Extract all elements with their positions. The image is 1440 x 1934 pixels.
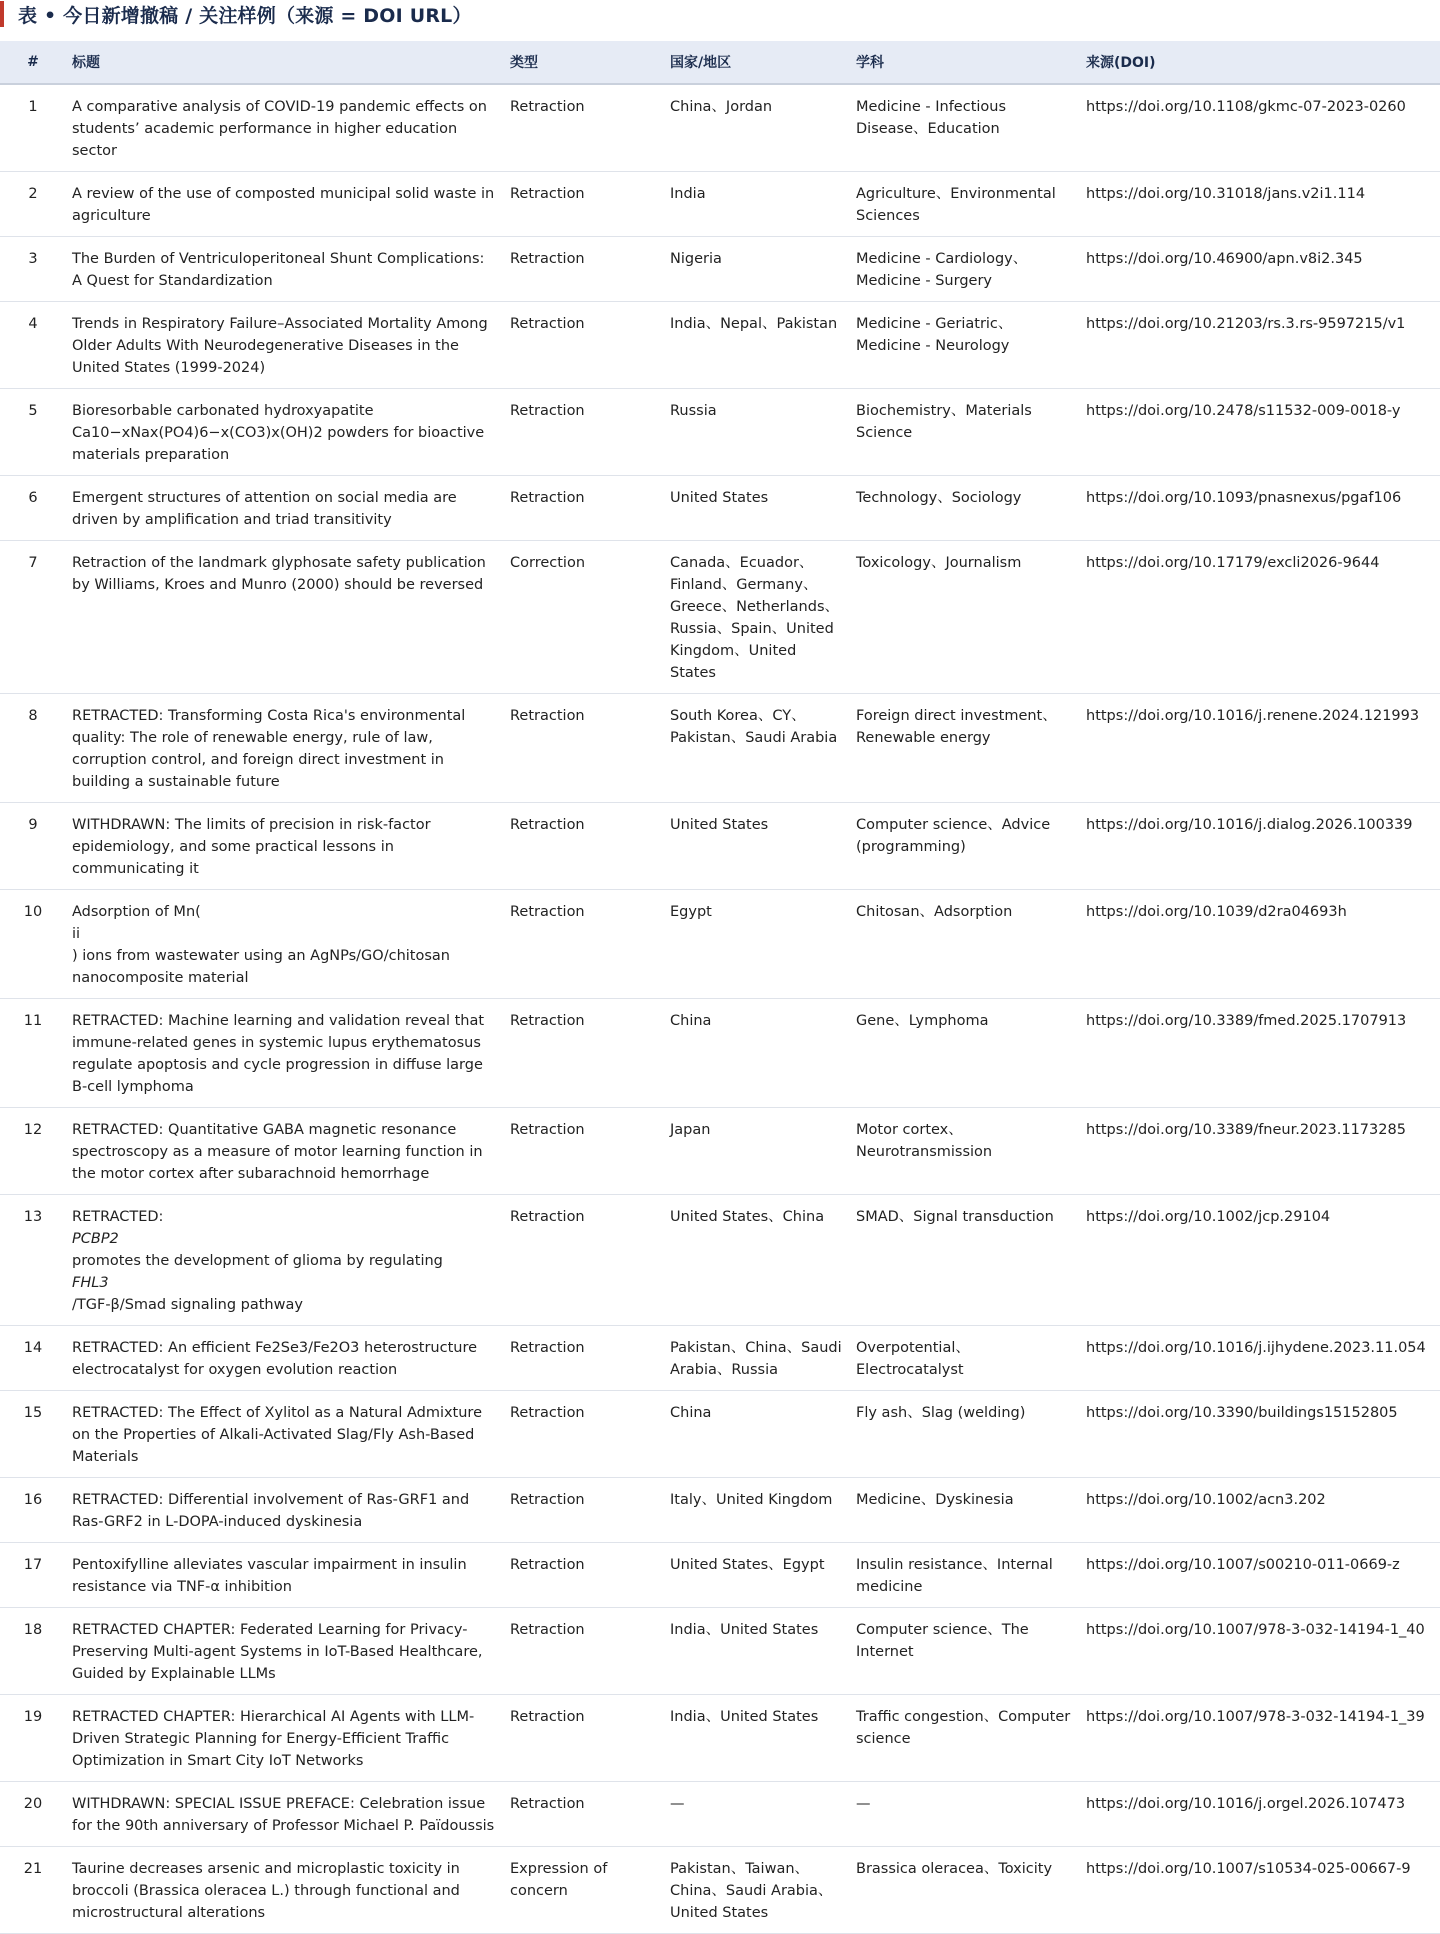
row-type: Retraction: [504, 803, 664, 890]
row-title: [66, 1195, 504, 1326]
row-doi-link[interactable]: https://doi.org/10.1016/j.renene.2024.121993: [1080, 694, 1440, 803]
table-row: [0, 476, 1440, 541]
row-subject: Motor cortex、Neurotransmission: [850, 1108, 1080, 1195]
row-number: 11: [0, 999, 66, 1108]
row-number: 8: [0, 694, 66, 803]
row-subject: Brassica oleracea、Toxicity: [850, 1847, 1080, 1934]
page-title: 表 • 今日新增撤稿 / 关注样例（来源 = DOI URL）: [18, 4, 472, 27]
row-country: Pakistan、Taiwan、China、Saudi Arabia、United States: [664, 1847, 850, 1934]
table-row: [0, 1478, 1440, 1543]
row-title: Bioresorbable carbonated hydroxyapatite Ca10−xNax(PO4)6−x(CO3)x(OH)2 powders for bioactive materials preparation: [66, 389, 504, 476]
column-header-num: #: [0, 41, 66, 84]
table-row: [0, 1695, 1440, 1782]
row-doi-link[interactable]: https://doi.org/10.1002/jcp.29104: [1080, 1195, 1440, 1326]
row-subject: Technology、Sociology: [850, 476, 1080, 541]
row-number: 15: [0, 1391, 66, 1478]
row-subject: Traffic congestion、Computer science: [850, 1695, 1080, 1782]
row-doi-link[interactable]: https://doi.org/10.1016/j.orgel.2026.107473: [1080, 1782, 1440, 1847]
row-subject: Toxicology、Journalism: [850, 541, 1080, 694]
row-subject: Fly ash、Slag (welding): [850, 1391, 1080, 1478]
row-type: Retraction: [504, 1782, 664, 1847]
row-title: Trends in Respiratory Failure–Associated Mortality Among Older Adults With Neurodegenerative Diseases in the United States (1999-2024): [66, 302, 504, 389]
row-title: RETRACTED: Machine learning and validation reveal that immune-related genes in systemic lupus erythematosus regulate apoptosis and cycle progression in diffuse large B-cell lymphoma: [66, 999, 504, 1108]
column-header-source-doi: 来源(DOI): [1080, 41, 1440, 84]
column-header-subject: 学科: [850, 41, 1080, 84]
row-type: Retraction: [504, 172, 664, 237]
row-country: India、Nepal、Pakistan: [664, 302, 850, 389]
row-country: —: [664, 1782, 850, 1847]
row-country: Italy、United Kingdom: [664, 1478, 850, 1543]
row-number: 16: [0, 1478, 66, 1543]
row-title: RETRACTED CHAPTER: Federated Learning for Privacy-Preserving Multi-agent Systems in IoT-Based Healthcare, Guided by Explainable LLMs: [66, 1608, 504, 1695]
row-title: Emergent structures of attention on social media are driven by amplification and triad transitivity: [66, 476, 504, 541]
table-row: [0, 389, 1440, 476]
row-country: Pakistan、China、Saudi Arabia、Russia: [664, 1326, 850, 1391]
row-doi-link[interactable]: https://doi.org/10.2478/s11532-009-0018-y: [1080, 389, 1440, 476]
row-title: Retraction of the landmark glyphosate safety publication by Williams, Kroes and Munro (2000) should be reversed: [66, 541, 504, 694]
row-number: 5: [0, 389, 66, 476]
title-accent-mark: [0, 1, 4, 27]
row-doi-link[interactable]: https://doi.org/10.17179/excli2026-9644: [1080, 541, 1440, 694]
table-row: [0, 1195, 1440, 1326]
row-country: Canada、Ecuador、Finland、Germany、Greece、Netherlands、Russia、Spain、United Kingdom、United States: [664, 541, 850, 694]
row-type: Retraction: [504, 999, 664, 1108]
row-number: 10: [0, 890, 66, 999]
table-row: [0, 803, 1440, 890]
row-title: A comparative analysis of COVID-19 pandemic effects on students’ academic performance in higher education sector: [66, 84, 504, 172]
row-country: South Korea、CY、Pakistan、Saudi Arabia: [664, 694, 850, 803]
row-country: Russia: [664, 389, 850, 476]
table-header-row: [0, 41, 1440, 84]
row-type: Expression of concern: [504, 1847, 664, 1934]
table-row: [0, 1391, 1440, 1478]
row-doi-link[interactable]: https://doi.org/10.1007/s00210-011-0669-z: [1080, 1543, 1440, 1608]
row-doi-link[interactable]: https://doi.org/10.1007/978-3-032-14194-1_39: [1080, 1695, 1440, 1782]
row-subject: Medicine - Geriatric、Medicine - Neurology: [850, 302, 1080, 389]
row-type: Retraction: [504, 476, 664, 541]
row-type: Retraction: [504, 302, 664, 389]
column-header-type: 类型: [504, 41, 664, 84]
page-header: [0, 0, 1440, 28]
row-subject: Agriculture、Environmental Sciences: [850, 172, 1080, 237]
row-subject: SMAD、Signal transduction: [850, 1195, 1080, 1326]
row-doi-link[interactable]: https://doi.org/10.1108/gkmc-07-2023-0260: [1080, 84, 1440, 172]
table-row: [0, 890, 1440, 999]
row-title-segment: RETRACTED:: [72, 1209, 164, 1225]
row-doi-link[interactable]: https://doi.org/10.1007/978-3-032-14194-1_40: [1080, 1608, 1440, 1695]
row-country: China、Jordan: [664, 84, 850, 172]
row-title: RETRACTED: An efficient Fe2Se3/Fe2O3 heterostructure electrocatalyst for oxygen evolution reaction: [66, 1326, 504, 1391]
row-subject: Foreign direct investment、Renewable energy: [850, 694, 1080, 803]
row-number: 19: [0, 1695, 66, 1782]
row-subject: Biochemistry、Materials Science: [850, 389, 1080, 476]
row-doi-link[interactable]: https://doi.org/10.1039/d2ra04693h: [1080, 890, 1440, 999]
row-title: RETRACTED: Quantitative GABA magnetic resonance spectroscopy as a measure of motor learning function in the motor cortex after subarachnoid hemorrhage: [66, 1108, 504, 1195]
row-type: Retraction: [504, 1478, 664, 1543]
table-header: [0, 41, 1440, 84]
row-number: 18: [0, 1608, 66, 1695]
row-number: 3: [0, 237, 66, 302]
row-subject: Computer science、The Internet: [850, 1608, 1080, 1695]
row-country: China: [664, 999, 850, 1108]
row-country: India、United States: [664, 1695, 850, 1782]
row-title: RETRACTED: Differential involvement of Ras-GRF1 and Ras-GRF2 in L-DOPA-induced dyskinesia: [66, 1478, 504, 1543]
row-type: Retraction: [504, 1326, 664, 1391]
row-number: 13: [0, 1195, 66, 1326]
row-title: RETRACTED CHAPTER: Hierarchical AI Agents with LLM-Driven Strategic Planning for Energy-Efficient Traffic Optimization in Smart City IoT Networks: [66, 1695, 504, 1782]
row-title-italic-segment: FHL3: [72, 1275, 109, 1291]
row-type: Correction: [504, 541, 664, 694]
row-country: Egypt: [664, 890, 850, 999]
row-country: India: [664, 172, 850, 237]
row-type: Retraction: [504, 694, 664, 803]
row-type: Retraction: [504, 389, 664, 476]
row-doi-link[interactable]: https://doi.org/10.1002/acn3.202: [1080, 1478, 1440, 1543]
row-number: 9: [0, 803, 66, 890]
table-row: [0, 237, 1440, 302]
table-row: [0, 541, 1440, 694]
row-number: 6: [0, 476, 66, 541]
table-row: [0, 1326, 1440, 1391]
row-subject: —: [850, 1782, 1080, 1847]
row-country: Japan: [664, 1108, 850, 1195]
row-type: Retraction: [504, 1543, 664, 1608]
row-type: Retraction: [504, 890, 664, 999]
row-type: Retraction: [504, 1695, 664, 1782]
row-type: Retraction: [504, 237, 664, 302]
table-row: [0, 1847, 1440, 1934]
row-number: 2: [0, 172, 66, 237]
table-row: [0, 999, 1440, 1108]
row-title: RETRACTED: The Effect of Xylitol as a Natural Admixture on the Properties of Alkali-Activated Slag/Fly Ash-Based Materials: [66, 1391, 504, 1478]
row-country: United States、China: [664, 1195, 850, 1326]
retractions-table-container: [0, 41, 1440, 1934]
row-subject: Medicine、Dyskinesia: [850, 1478, 1080, 1543]
row-number: 14: [0, 1326, 66, 1391]
row-title-segment: /TGF-β/Smad signaling pathway: [72, 1297, 303, 1313]
column-header-title: 标题: [66, 41, 504, 84]
row-doi-link[interactable]: https://doi.org/10.1016/j.ijhydene.2023.11.054: [1080, 1326, 1440, 1391]
row-title: Adsorption of Mn( ii ) ions from wastewater using an AgNPs/GO/chitosan nanocomposite material: [66, 890, 504, 999]
retractions-table: [0, 41, 1440, 1934]
row-doi-link[interactable]: https://doi.org/10.31018/jans.v2i1.114: [1080, 172, 1440, 237]
row-country: China: [664, 1391, 850, 1478]
row-subject: Computer science、Advice (programming): [850, 803, 1080, 890]
row-number: 7: [0, 541, 66, 694]
row-title: Pentoxifylline alleviates vascular impairment in insulin resistance via TNF-α inhibition: [66, 1543, 504, 1608]
table-row: [0, 1108, 1440, 1195]
row-type: Retraction: [504, 1108, 664, 1195]
row-country: United States: [664, 476, 850, 541]
row-subject: Overpotential、Electrocatalyst: [850, 1326, 1080, 1391]
row-doi-link[interactable]: https://doi.org/10.1093/pnasnexus/pgaf106: [1080, 476, 1440, 541]
row-country: India、United States: [664, 1608, 850, 1695]
row-number: 17: [0, 1543, 66, 1608]
row-subject: Insulin resistance、Internal medicine: [850, 1543, 1080, 1608]
row-type: Retraction: [504, 1391, 664, 1478]
row-number: 4: [0, 302, 66, 389]
row-country: United States、Egypt: [664, 1543, 850, 1608]
row-doi-link[interactable]: https://doi.org/10.1007/s10534-025-00667-9: [1080, 1847, 1440, 1934]
table-row: [0, 84, 1440, 172]
row-title: The Burden of Ventriculoperitoneal Shunt Complications: A Quest for Standardization: [66, 237, 504, 302]
table-row: [0, 1608, 1440, 1695]
row-number: 21: [0, 1847, 66, 1934]
row-title: Taurine decreases arsenic and microplastic toxicity in broccoli (Brassica oleracea L.) through functional and microstructural alterations: [66, 1847, 504, 1934]
row-doi-link[interactable]: https://doi.org/10.3389/fmed.2025.1707913: [1080, 999, 1440, 1108]
row-type: Retraction: [504, 1608, 664, 1695]
row-type: Retraction: [504, 84, 664, 172]
row-doi-link[interactable]: https://doi.org/10.3389/fneur.2023.1173285: [1080, 1108, 1440, 1195]
row-doi-link[interactable]: https://doi.org/10.3390/buildings15152805: [1080, 1391, 1440, 1478]
row-number: 20: [0, 1782, 66, 1847]
row-title-segment: promotes the development of glioma by regulating: [72, 1253, 443, 1269]
row-title: WITHDRAWN: SPECIAL ISSUE PREFACE: Celebration issue for the 90th anniversary of Professor Michael P. Païdoussis: [66, 1782, 504, 1847]
row-number: 12: [0, 1108, 66, 1195]
table-row: [0, 694, 1440, 803]
row-number: 1: [0, 84, 66, 172]
row-title: RETRACTED: Transforming Costa Rica's environmental quality: The role of renewable energy, rule of law, corruption control, and foreign direct investment in building a sustainable future: [66, 694, 504, 803]
column-header-country: 国家/地区: [664, 41, 850, 84]
table-row: [0, 172, 1440, 237]
row-doi-link[interactable]: https://doi.org/10.1016/j.dialog.2026.100339: [1080, 803, 1440, 890]
row-subject: Medicine - Infectious Disease、Education: [850, 84, 1080, 172]
row-title: A review of the use of composted municipal solid waste in agriculture: [66, 172, 504, 237]
row-country: Nigeria: [664, 237, 850, 302]
row-title-italic-segment: PCBP2: [72, 1231, 119, 1247]
row-doi-link[interactable]: https://doi.org/10.21203/rs.3.rs-9597215/v1: [1080, 302, 1440, 389]
row-doi-link[interactable]: https://doi.org/10.46900/apn.v8i2.345: [1080, 237, 1440, 302]
row-country: United States: [664, 803, 850, 890]
row-type: Retraction: [504, 1195, 664, 1326]
row-subject: Chitosan、Adsorption: [850, 890, 1080, 999]
row-subject: Gene、Lymphoma: [850, 999, 1080, 1108]
row-title: WITHDRAWN: The limits of precision in risk-factor epidemiology, and some practical lessons in communicating it: [66, 803, 504, 890]
table-row: [0, 1543, 1440, 1608]
table-row: [0, 1782, 1440, 1847]
table-row: [0, 302, 1440, 389]
table-body: [0, 84, 1440, 1934]
row-subject: Medicine - Cardiology、Medicine - Surgery: [850, 237, 1080, 302]
